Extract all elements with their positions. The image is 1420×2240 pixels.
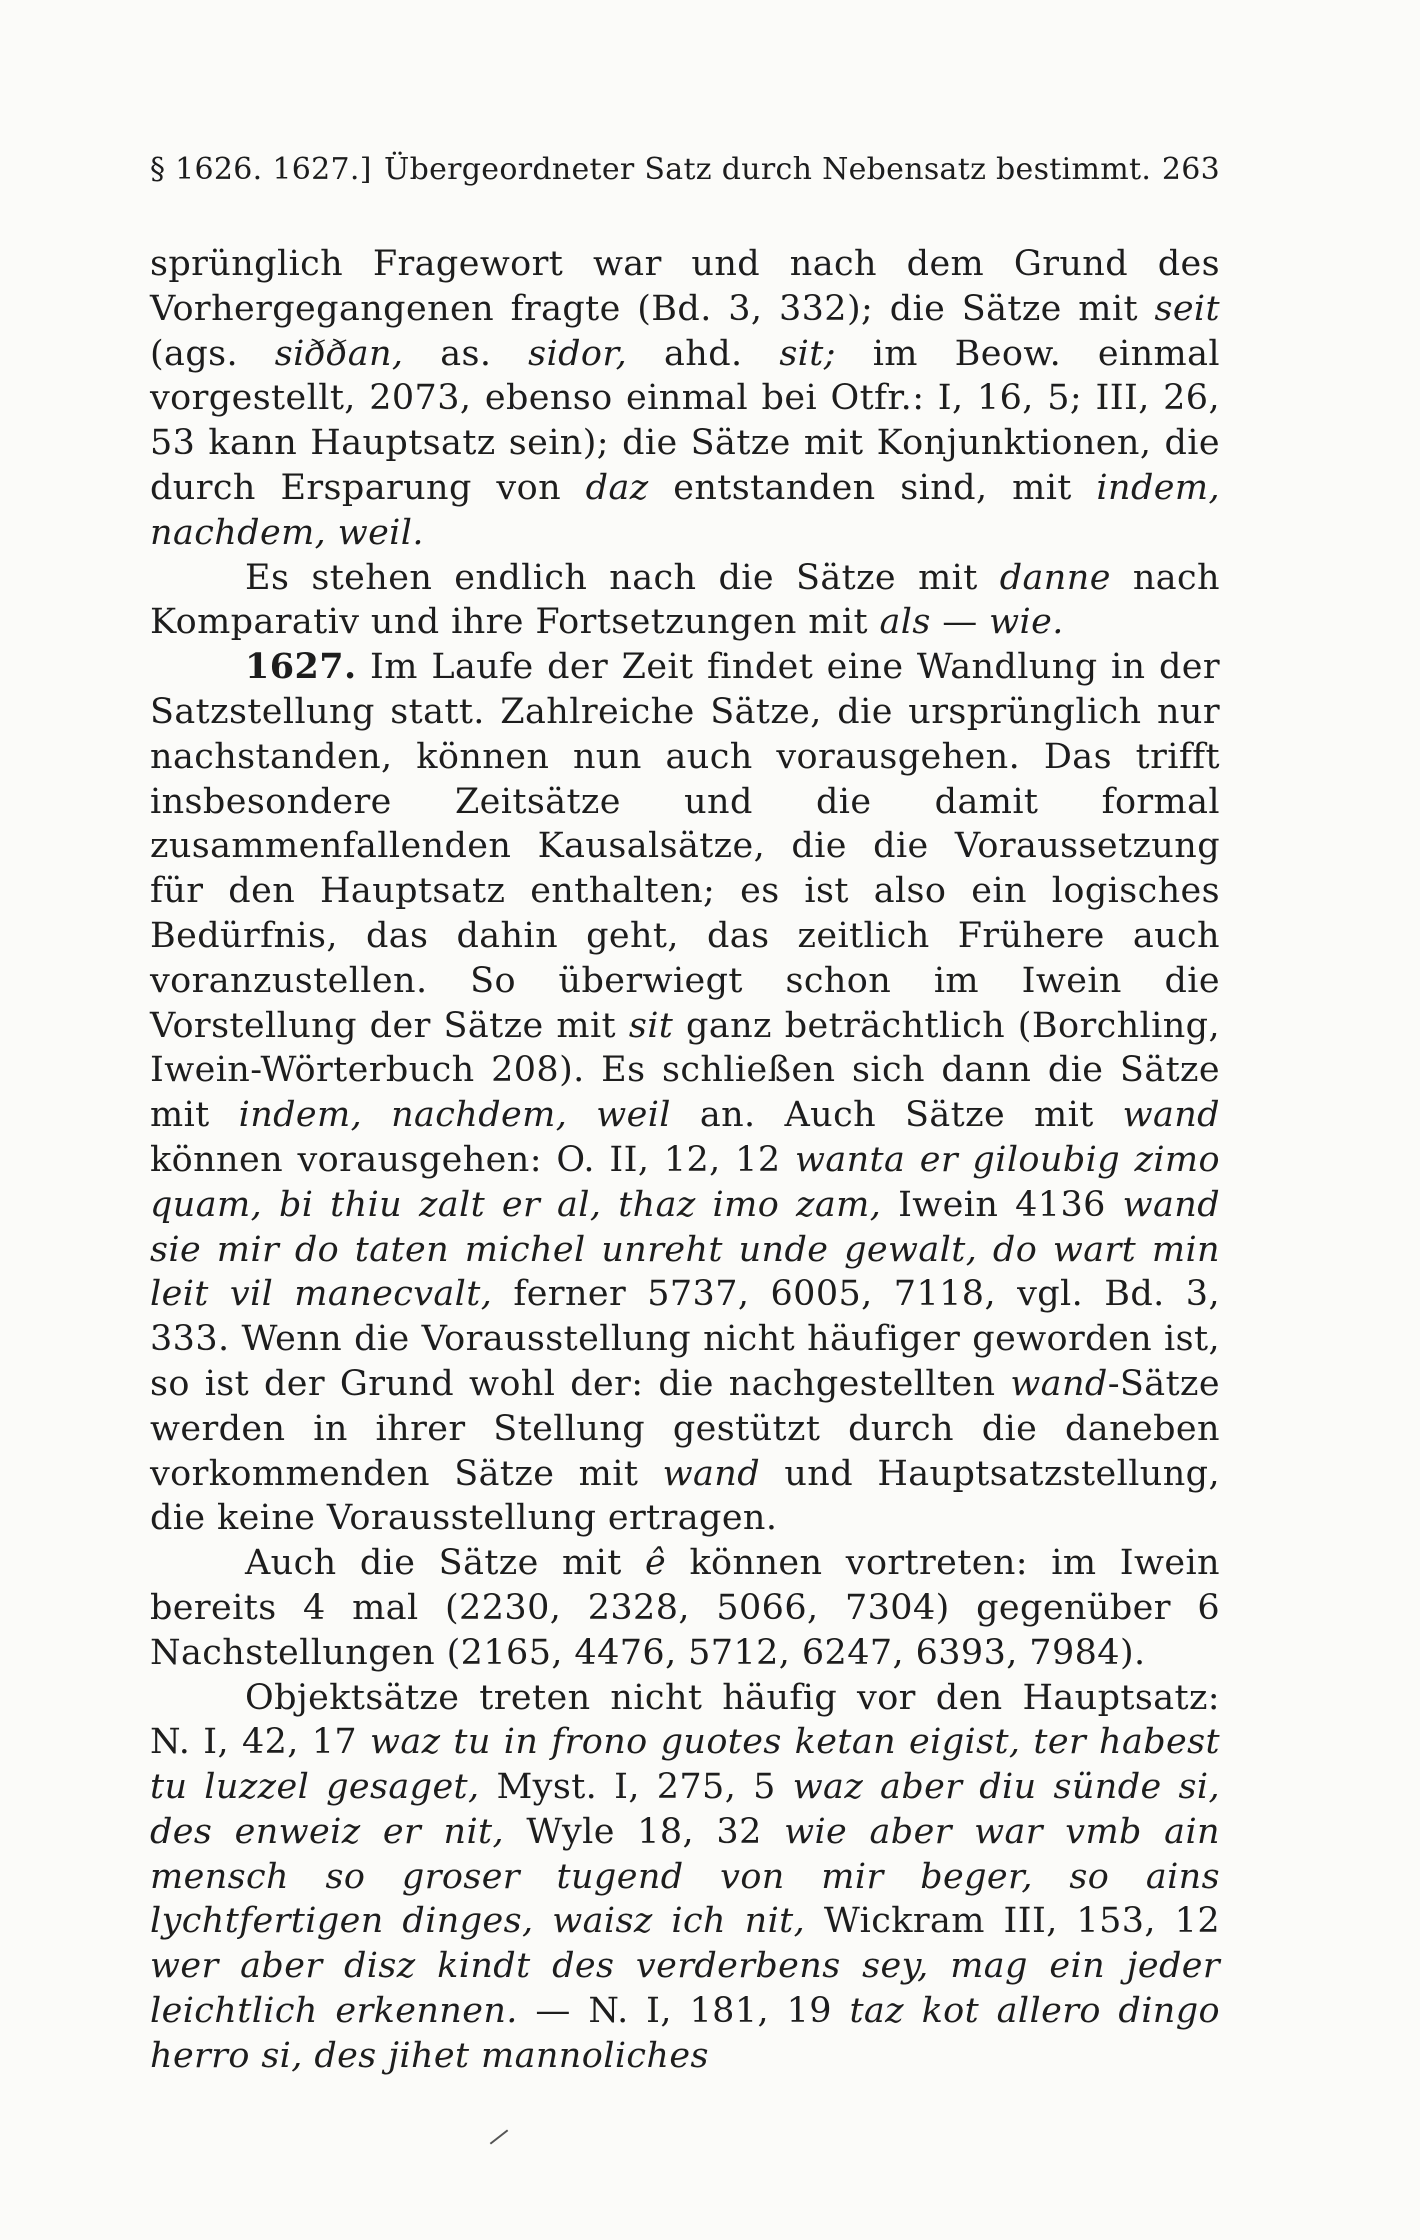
text-run: Im Laufe der Zeit findet eine Wandlung in der Satzstellung statt. Zahlreiche Sätze, die ursprünglich nur nachstanden, können nun auch vorausgehen. Das trifft insbesondere Zeitsätze und die damit formal zusammenfallenden Kausalsätze, die die Voraussetzung für den Hauptsatz enthalten; es ist also ein logisches Bedürfnis, das dahin geht, das zeitlich Frühere auch voranzustellen. So überwiegt schon im Iwein die Vorstellung der Sätze mit <box>150 647 1220 1046</box>
italic-quotation: ê <box>645 1543 667 1584</box>
text-run: im Beow. einmal vorgestellt, 2073, ebenso einmal bei Otfr.: I, 16, 5; III, 26, 53 kann Hauptsatz sein); die Sätze mit Konjunktionen, die durch Ersparung von <box>150 333 1220 508</box>
italic-quotation: waz tu in frono guotes ketan eigist, ter habest tu luzzel gesaget, <box>150 1722 1220 1808</box>
text-run: nach Komparativ und ihre Fortsetzungen mit <box>150 557 1220 643</box>
paragraph-continued <box>150 242 1220 556</box>
italic-quotation: wie aber war vmb ain mensch so groser tugend von mir beger, so ains lychtfertigen dinges, waisz ich nit, <box>150 1811 1220 1942</box>
text-run: Iwein 4136 <box>881 1184 1123 1225</box>
section-number: 1627. <box>245 646 357 688</box>
text-run: Wickram III, 153, 12 <box>805 1901 1221 1942</box>
italic-quotation: wer aber disz kindt des verderbens sey, mag ein jeder leichtlich erkennen. <box>150 1946 1220 2032</box>
text-run: — N. I, 181, 19 <box>517 1991 850 2032</box>
text-run: ganz beträchtlich (Borchling, Iwein-Wörterbuch 208). Es schließen sich dann die Sätze mit <box>150 1005 1220 1136</box>
italic-quotation: sit <box>628 1005 674 1046</box>
text-run: an. Auch Sätze mit <box>670 1095 1123 1136</box>
italic-quotation: seit <box>1154 288 1220 329</box>
text-run: Es stehen endlich nach die Sätze mit <box>245 557 1000 598</box>
running-title: Übergeordneter Satz durch Nebensatz bestimmt. <box>384 152 1152 187</box>
text-run: ferner 5737, 6005, 7118, vgl. Bd. 3, 333. Wenn die Vorausstellung nicht häufiger geworden ist, so ist der Grund wohl der: die nachgestellten <box>150 1274 1220 1404</box>
italic-quotation: taz kot allero dingo herro si, des jihet mannoliches <box>150 1991 1221 2076</box>
italic-quotation: sidor, <box>528 333 628 374</box>
italic-quotation: wand <box>1122 1095 1220 1136</box>
italic-quotation: als <box>879 602 931 643</box>
text-run: ahd. <box>627 333 780 374</box>
paragraph-objektsaetze <box>150 1676 1220 2079</box>
text-run: und Hauptsatzstellung, die keine Vorausstellung ertragen. <box>150 1453 1220 1539</box>
italic-quotation: waz aber diu sünde si, des enweiz er nit, <box>150 1767 1221 1852</box>
page-number: 263 <box>1161 152 1220 187</box>
text-run: können vortreten: im Iwein bereits 4 mal (2230, 2328, 5066, 7304) gegenüber 6 Nachstellungen (2165, 4476, 5712, 6247, 6393, 7984). <box>150 1543 1220 1673</box>
italic-quotation: daz <box>585 467 649 508</box>
body-text <box>150 242 1220 2079</box>
text-run: -Sätze werden in ihrer Stellung gestützt durch die daneben vorkommenden Sätze mit <box>150 1363 1220 1494</box>
italic-quotation: wanta er giloubig zimo quam, bi thiu zalt er al, thaz imo zam, <box>150 1139 1220 1225</box>
text-run: sprünglich Fragewort war und nach dem Grund des Vorhergegangenen fragte (Bd. 3, 332); die Sätze mit <box>150 244 1220 329</box>
paragraph-e-saetze <box>150 1541 1220 1675</box>
text-run: Auch die Sätze mit <box>245 1543 646 1584</box>
italic-quotation: indem, nachdem, weil <box>238 1095 671 1136</box>
italic-quotation: danne <box>999 557 1111 598</box>
text-run: Objektsätze treten nicht häufig vor den Hauptsatz: N. I, 42, 17 <box>150 1677 1220 1763</box>
italic-quotation: wand <box>662 1453 760 1494</box>
italic-quotation: siððan, <box>274 333 404 374</box>
text-run: Wyle 18, 32 <box>504 1811 785 1852</box>
text-run: Myst. I, 275, 5 <box>479 1767 793 1808</box>
italic-quotation: wand sie mir do taten michel unreht unde gewalt, do wart min leit vil manecvalt, <box>150 1184 1221 1315</box>
text-run: as. <box>403 333 529 374</box>
italic-quotation: wie. <box>989 602 1064 643</box>
text-run: entstanden sind, mit <box>648 467 1097 508</box>
text-run: (ags. <box>150 333 275 374</box>
section-reference: § 1626. 1627.] <box>150 152 372 187</box>
page-mark <box>490 2129 509 2144</box>
italic-quotation: indem, nachdem, weil. <box>150 467 1220 553</box>
text-run: können vorausgehen: O. II, 12, 12 <box>150 1139 795 1180</box>
text-run: — <box>930 602 990 643</box>
italic-quotation: wand <box>1010 1363 1108 1404</box>
italic-quotation: sit; <box>779 333 836 374</box>
paragraph-danne <box>150 556 1220 646</box>
section-1627-paragraph <box>150 645 1220 1541</box>
